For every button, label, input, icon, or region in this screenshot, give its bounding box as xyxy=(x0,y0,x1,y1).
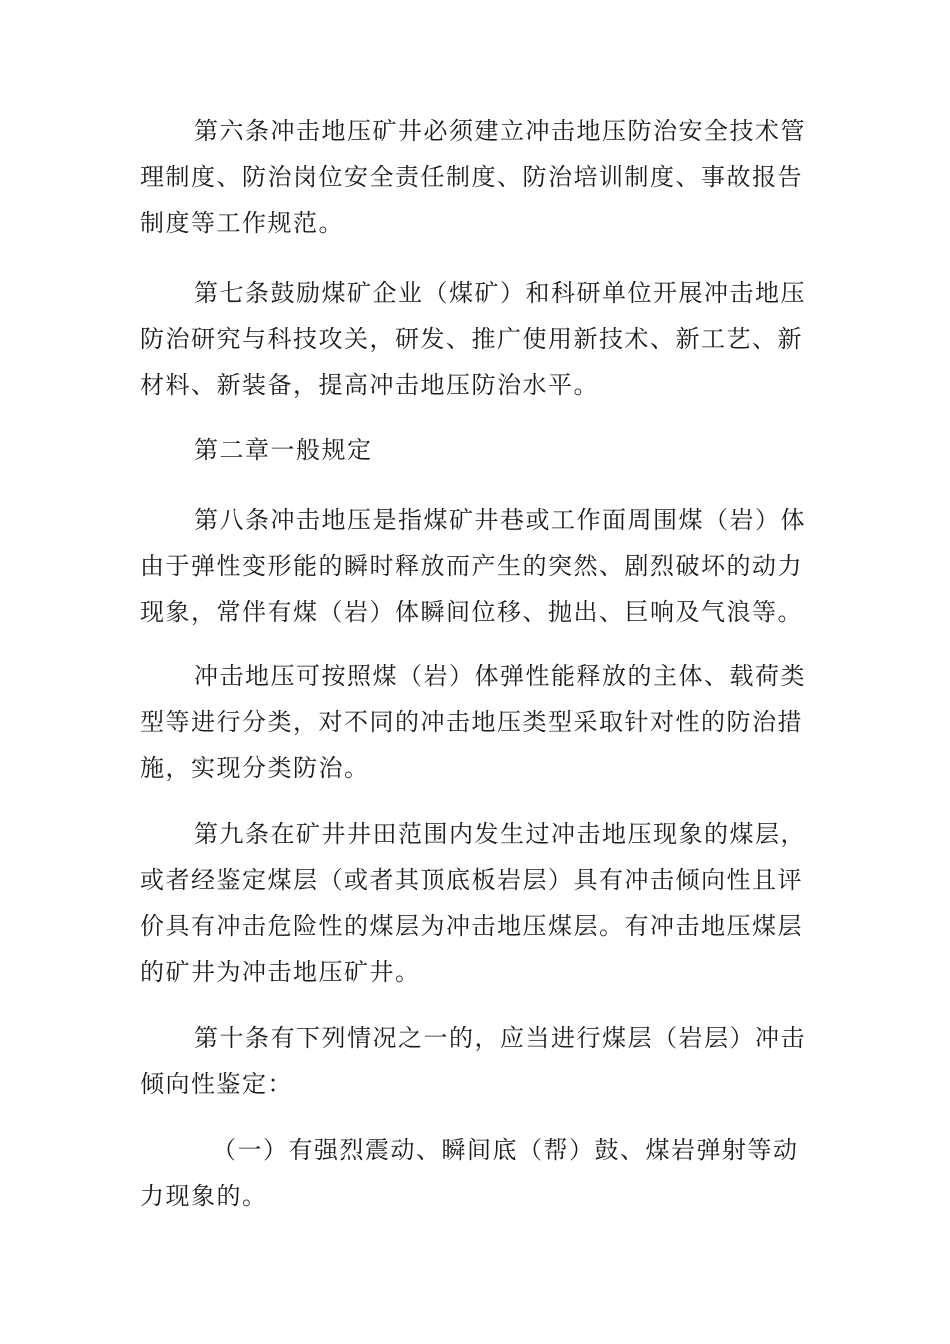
classification-line-1: 冲击地压可按照煤（岩）体弹性能释放的主体、载荷类 xyxy=(194,662,806,690)
article-9-line-3: 价具有冲击危险性的煤层为冲击地压煤层。有冲击地压煤层 xyxy=(140,912,803,940)
article-9-line-2: 或者经鉴定煤层（或者其顶底板岩层）具有冲击倾向性且评 xyxy=(140,866,803,894)
article-8-line-2: 由于弹性变形能的瞬时释放而产生的突然、剧烈破坏的动力 xyxy=(140,552,803,580)
article-10-line-2: 倾向性鉴定： xyxy=(140,1070,293,1098)
article-6-line-3: 制度等工作规范。 xyxy=(140,209,344,237)
item-1-line-1: （一）有强烈震动、瞬间底（帮）鼓、煤岩弹射等动 xyxy=(212,1136,799,1164)
article-7-line-1: 第七条鼓励煤矿企业（煤矿）和科研单位开展冲击地压 xyxy=(194,279,806,307)
article-8-line-1: 第八条冲击地压是指煤矿井巷或工作面周围煤（岩）体 xyxy=(194,506,806,534)
article-7-line-3: 材料、新装备，提高冲击地压防治水平。 xyxy=(140,371,599,399)
article-9-line-4: 的矿井为冲击地压矿井。 xyxy=(140,958,421,986)
chapter-heading: 第二章一般规定 xyxy=(194,436,373,464)
article-9-line-1: 第九条在矿井井田范围内发生过冲击地压现象的煤层， xyxy=(194,820,806,848)
article-10-line-1: 第十条有下列情况之一的，应当进行煤层（岩层）冲击 xyxy=(194,1024,806,1052)
article-7-line-2: 防治研究与科技攻关，研发、推广使用新技术、新工艺、新 xyxy=(140,325,803,353)
article-8-line-3: 现象，常伴有煤（岩）体瞬间位移、抛出、巨响及气浪等。 xyxy=(140,598,803,626)
item-1-line-2: 力现象的。 xyxy=(140,1182,268,1210)
article-6-line-1: 第六条冲击地压矿井必须建立冲击地压防治安全技术管 xyxy=(194,117,806,145)
article-6-line-2: 理制度、防治岗位安全责任制度、防治培训制度、事故报告 xyxy=(140,163,803,191)
classification-line-3: 施，实现分类防治。 xyxy=(140,754,370,782)
classification-line-2: 型等进行分类，对不同的冲击地压类型采取针对性的防治措 xyxy=(140,708,803,736)
